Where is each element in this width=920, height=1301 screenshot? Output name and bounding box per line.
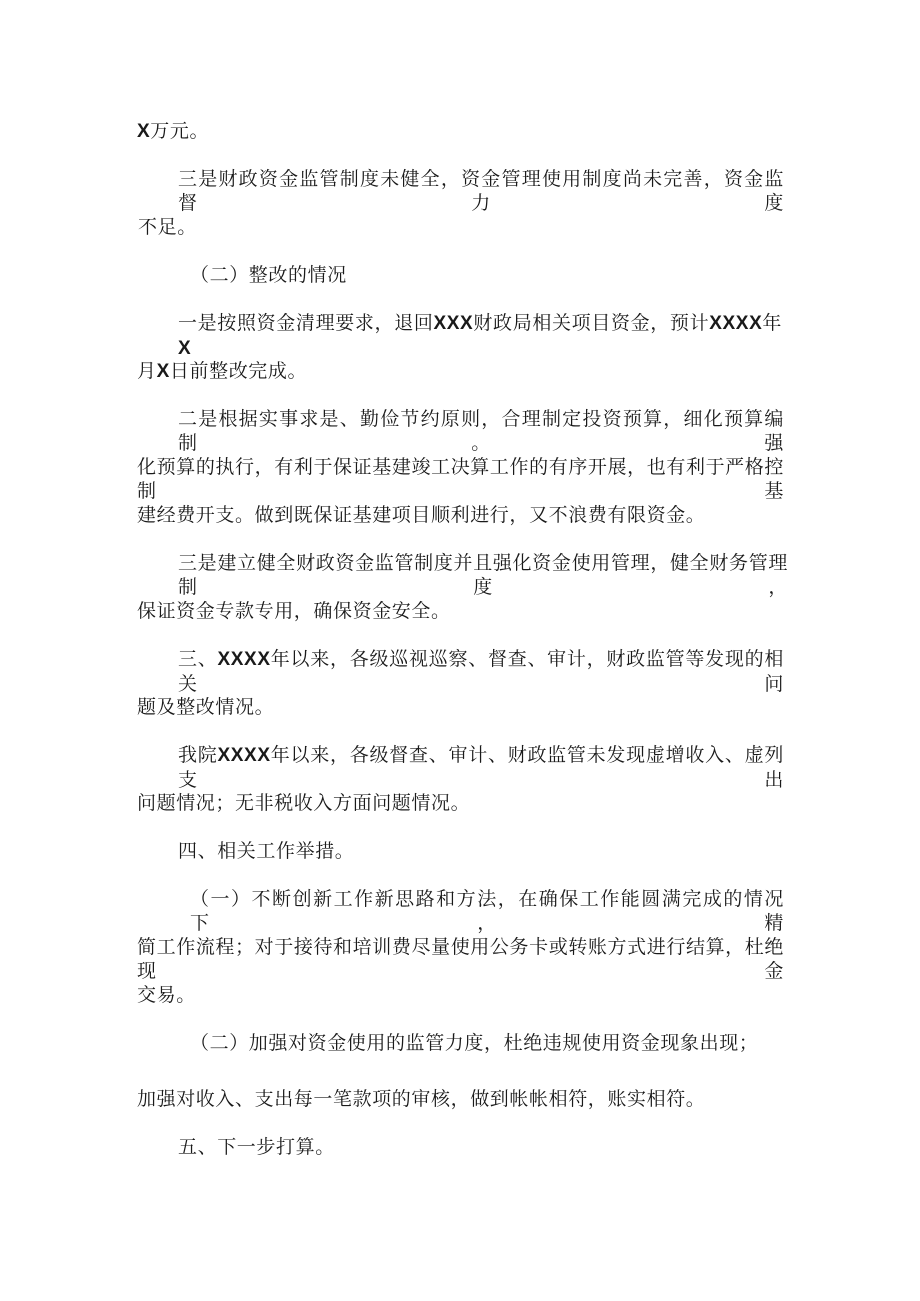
text-line-15: 问题情况；无非税收入方面问题情况。 <box>137 792 471 814</box>
text-line-1: X万元。 <box>137 120 210 142</box>
text-line-8: 化预算的执行，有利于保证基建竣工决算工作的有序开展，也有利于严格控制基 <box>137 456 784 502</box>
text-line-2: 三是财政资金监管制度未健全，资金管理使用制度尚未完善，资金监督力度 <box>178 168 784 214</box>
text-line-21: 加强对收入、支出每一笔款项的审核，做到帐帐相符，账实相符。 <box>137 1088 706 1110</box>
text-line-17: （一）不断创新工作新思路和方法，在确保工作能圆满完成的情况下，精 <box>190 888 784 934</box>
text-line-20: （二）加强对资金使用的监管力度，杜绝违规使用资金现象出现； <box>190 1032 759 1054</box>
text-line-14: 我院XXXX年以来，各级督查、审计、财政监管未发现虚增收入、虚列支出 <box>178 744 784 791</box>
section-heading-rectification: （二）整改的情况 <box>190 264 347 286</box>
section-heading-3: 三、XXXX年以来，各级巡视巡察、督查、审计，财政监管等发现的相关问 <box>178 648 784 695</box>
text-line-6: 月X日前整改完成。 <box>137 360 308 382</box>
text-line-7: 二是根据实事求是、勤俭节约原则，合理制定投资预算，细化预算编制。强 <box>178 408 784 454</box>
section-heading-4: 四、相关工作举措。 <box>178 840 355 862</box>
text-line-18: 简工作流程；对于接待和培训费尽量使用公务卡或转账方式进行结算，杜绝现金 <box>137 936 784 982</box>
text-line-19: 交易。 <box>137 984 196 1006</box>
text-line-9: 建经费开支。做到既保证基建项目顺利进行，又不浪费有限资金。 <box>137 504 706 526</box>
text-line-10: 三是建立健全财政资金监管制度并且强化资金使用管理，健全财务管理制度， <box>178 552 788 598</box>
text-line-11: 保证资金专款专用，确保资金安全。 <box>137 600 451 622</box>
section-heading-5: 五、下一步打算。 <box>178 1136 335 1158</box>
text-line-3: 不足。 <box>138 216 197 238</box>
text-line-5: 一是按照资金清理要求，退回XXX财政局相关项目资金，预计XXXX年X <box>178 312 782 359</box>
text-line-13: 题及整改情况。 <box>137 696 275 718</box>
